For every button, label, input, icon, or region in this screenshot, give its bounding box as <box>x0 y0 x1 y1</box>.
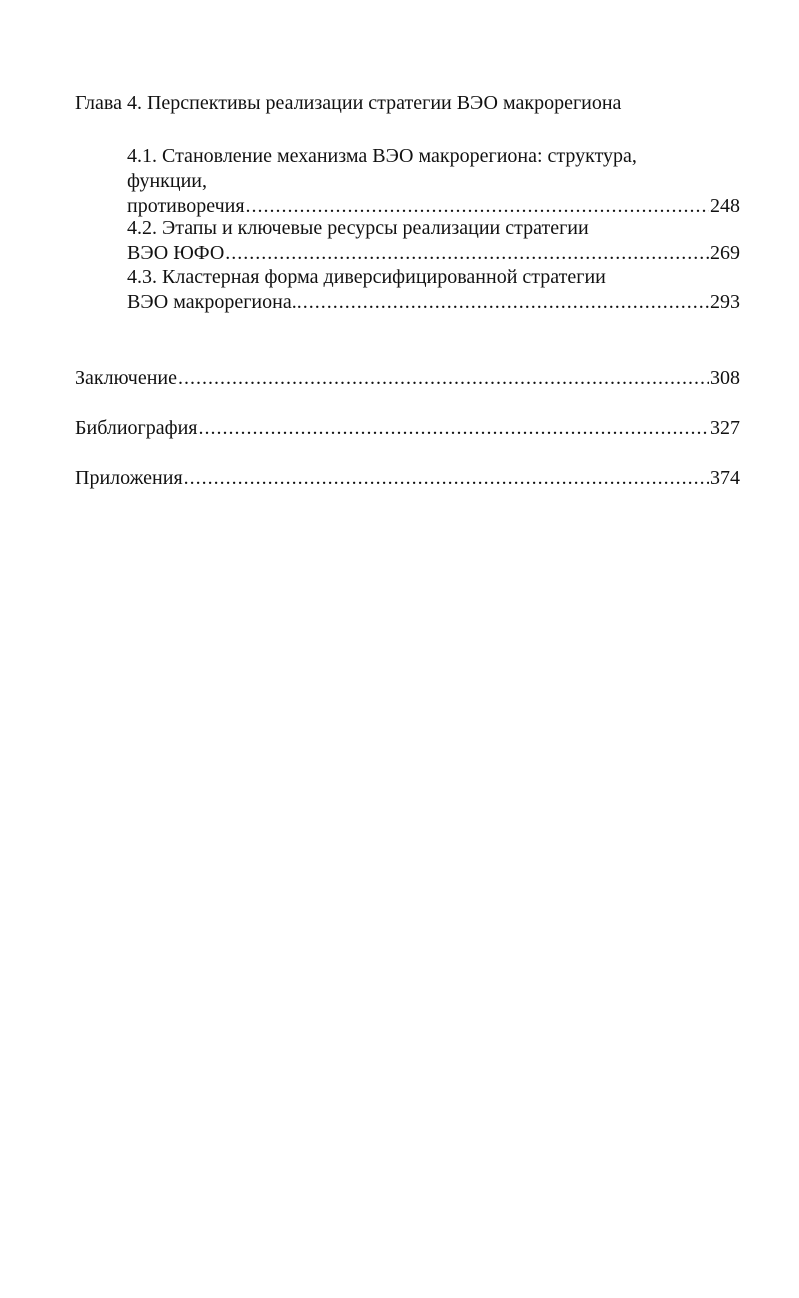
entry-label: Приложения <box>75 467 183 489</box>
entry-label: Заключение <box>75 367 177 389</box>
section-text-line: 4.1. Становление механизма ВЭО макрорегиона: структура, <box>127 145 637 167</box>
toc-section-4-3[interactable] <box>127 265 740 315</box>
entry-label: Библиография <box>75 417 198 439</box>
chapter-title: Глава 4. Перспективы реализации стратегии ВЭО макрорегиона <box>75 92 622 114</box>
toc-section-4-1[interactable] <box>127 144 740 219</box>
page-number: 374 <box>710 467 740 489</box>
toc-leader-line <box>127 241 740 266</box>
page-number: 248 <box>710 195 740 217</box>
page-number: 293 <box>710 291 740 313</box>
section-text-line: противоречия <box>127 195 245 217</box>
dot-leader <box>184 465 709 491</box>
toc-section-4-2[interactable] <box>127 216 740 266</box>
section-text-line: ВЭО ЮФО <box>127 242 225 264</box>
dot-leader <box>225 241 709 266</box>
toc-entry-bibliography[interactable] <box>75 415 740 441</box>
section-text-line: 4.2. Этапы и ключевые ресурсы реализации стратегии <box>127 217 589 239</box>
section-text-line: функции, <box>127 170 207 192</box>
section-text-line: 4.3. Кластерная форма диверсифицированной стратегии <box>127 266 606 288</box>
toc-entry-conclusion[interactable] <box>75 365 740 391</box>
toc-leader-line <box>127 290 740 315</box>
dot-leader <box>199 415 710 441</box>
dot-leader <box>303 290 709 315</box>
dot-leader <box>178 365 709 391</box>
section-text-line: ВЭО макрорегиона.. <box>127 291 302 313</box>
toc-entry-appendices[interactable] <box>75 465 740 491</box>
page-number: 327 <box>710 417 740 439</box>
page-number: 269 <box>710 242 740 264</box>
page-number: 308 <box>710 367 740 389</box>
